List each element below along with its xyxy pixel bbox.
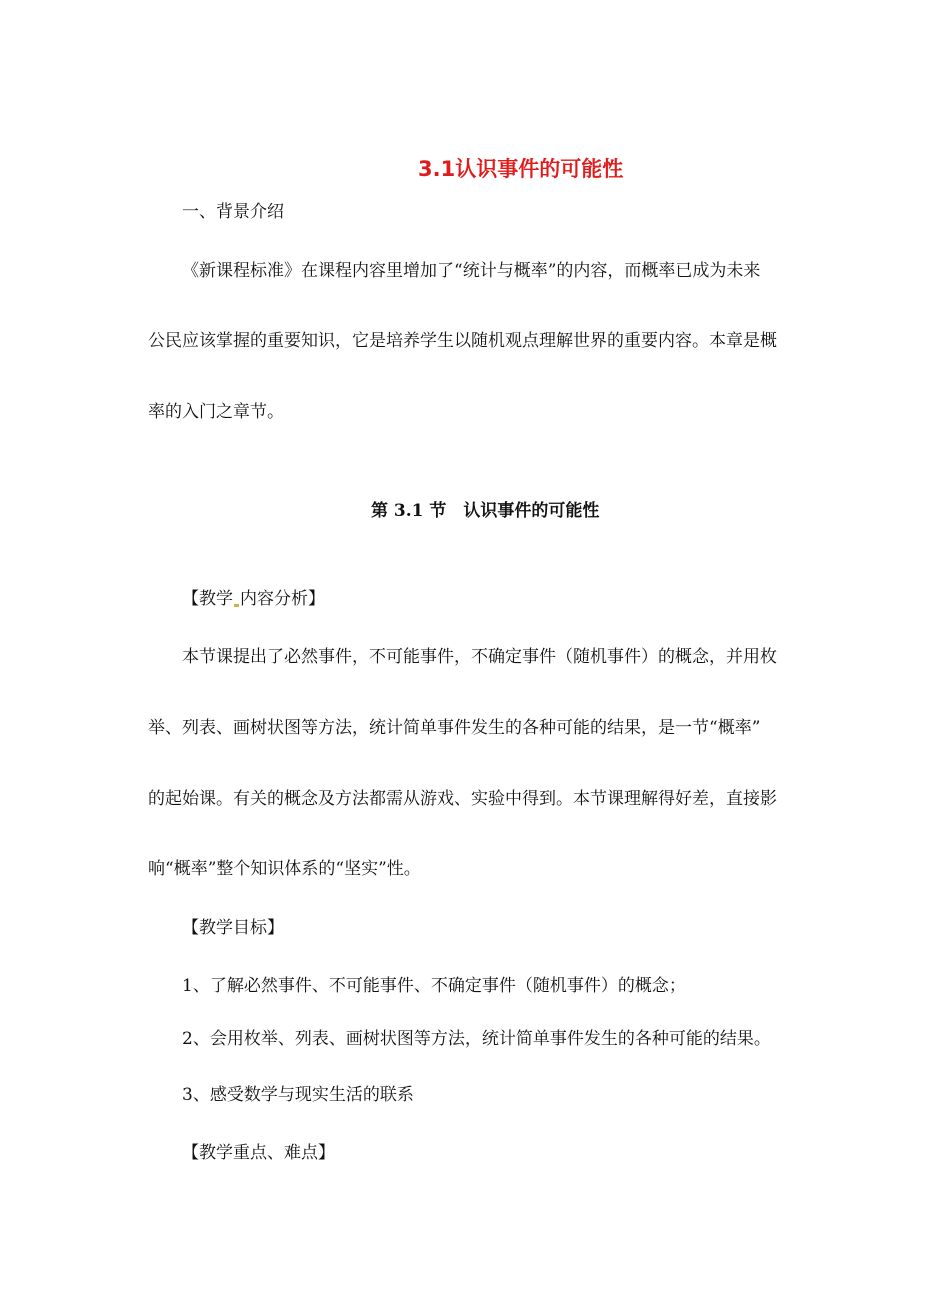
document-title: 3.1认识事件的可能性 xyxy=(418,157,624,181)
background-paragraph-line-1: 《新课程标准》在课程内容里增加了“统计与概率”的内容，而概率已成为未来 xyxy=(182,261,761,281)
analysis-heading-part-1: 【教学 xyxy=(182,589,233,609)
keypoints-heading: 【教学重点、难点】 xyxy=(182,1143,335,1163)
analysis-paragraph-line-3: 的起始课。有关的概念及方法都需从游戏、实验中得到。本节课理解得好差，直接影 xyxy=(148,789,777,809)
goal-item-2: 2、会用枚举、列表、画树状图等方法，统计简单事件发生的各种可能的结果。 xyxy=(182,1029,771,1049)
goal-item-1: 1、了解必然事件、不可能事件、不确定事件（随机事件）的概念； xyxy=(182,976,686,996)
analysis-heading-part-2: 内容分析】 xyxy=(240,589,325,609)
background-paragraph-line-2: 公民应该掌握的重要知识，它是培养学生以随机观点理解世界的重要内容。本章是概 xyxy=(148,331,777,351)
background-heading: 一、背景介绍 xyxy=(182,202,284,222)
goal-item-3: 3、感受数学与现实生活的联系 xyxy=(182,1085,414,1105)
background-paragraph-line-3: 率的入门之章节。 xyxy=(148,402,284,422)
analysis-paragraph-line-4: 响“概率”整个知识体系的“坚实”性。 xyxy=(148,859,421,879)
analysis-paragraph-line-1: 本节课提出了必然事件，不可能事件，不确定事件（随机事件）的概念，并用枚 xyxy=(182,647,777,667)
goals-heading: 【教学目标】 xyxy=(182,918,284,938)
analysis-paragraph-line-2: 举、列表、画树状图等方法，统计简单事件发生的各种可能的结果，是一节“概率” xyxy=(148,718,761,738)
highlight-mark xyxy=(234,604,239,607)
section-title: 第 3.1 节 认识事件的可能性 xyxy=(371,501,600,521)
analysis-heading xyxy=(182,588,325,610)
